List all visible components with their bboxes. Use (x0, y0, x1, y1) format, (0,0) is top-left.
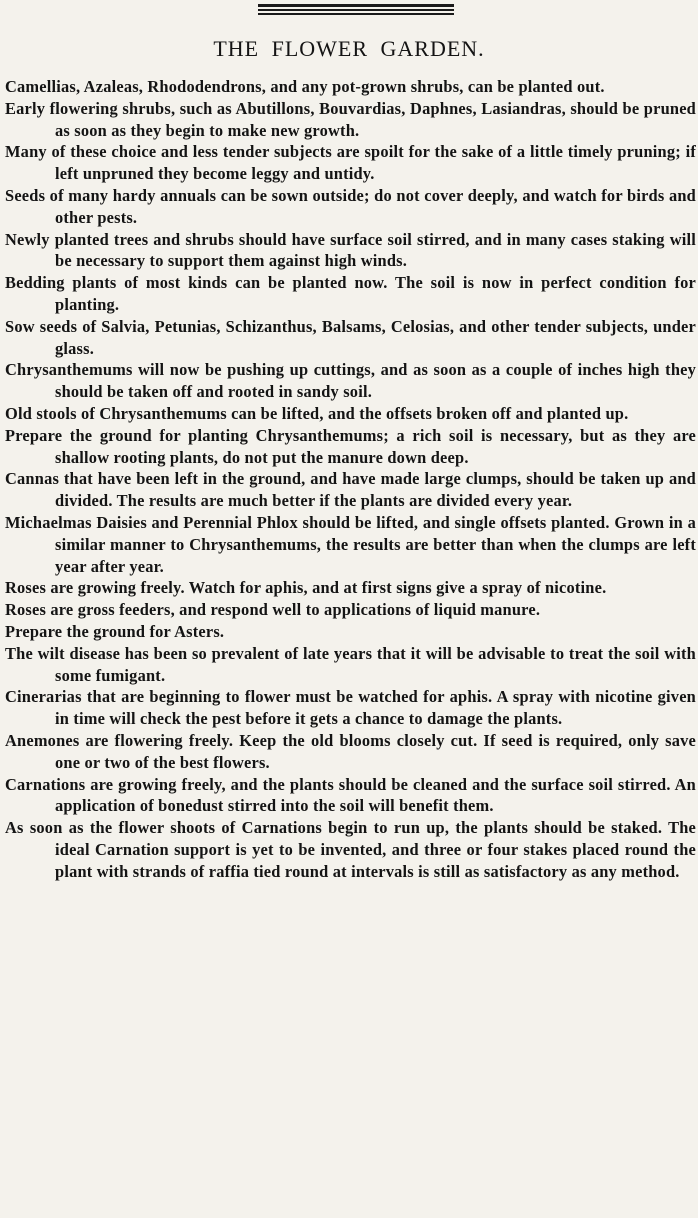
list-item: Sow seeds of Salvia, Petunias, Schizanthus, Balsams, Celosias, and other tender subjects, under glass. (5, 316, 696, 358)
header-rule-line (258, 4, 454, 7)
list-item: The wilt disease has been so prevalent of late years that it will be advisable to treat the soil with some fumigant. (5, 643, 696, 685)
list-item: Michaelmas Daisies and Perennial Phlox should be lifted, and single offsets planted. Grown in a similar manner to Chrysanthemums, the results are better than when the clumps are left year after year. (5, 512, 696, 576)
list-item: Cinerarias that are beginning to flower must be watched for aphis. A spray with nicotine given in time will check the pest before it gets a chance to damage the plants. (5, 687, 696, 729)
list-item: Prepare the ground for Asters. (5, 621, 225, 641)
list-item: Seeds of many hardy annuals can be sown outside; do not cover deeply, and watch for birds and other pests. (5, 185, 696, 227)
list-item: Cannas that have been left in the ground, and have made large clumps, should be taken up and divided. The results are much better if the plants are divided every year. (5, 469, 696, 511)
list-item: Old stools of Chrysanthemums can be lifted, and the offsets broken off and planted up. (5, 403, 629, 423)
list-item: Prepare the ground for planting Chrysanthemums; a rich soil is necessary, but as they are shallow rooting plants, do not put the manure down deep. (5, 425, 696, 467)
list-item: Early flowering shrubs, such as Abutillons, Bouvardias, Daphnes, Lasiandras, should be pruned as soon as they begin to make new growth. (5, 98, 696, 140)
garden-notes-list (5, 76, 696, 882)
header-rule (258, 4, 454, 17)
list-item: Chrysanthemums will now be pushing up cuttings, and as soon as a couple of inches high they should be taken off and rooted in sandy soil. (5, 360, 696, 402)
header-rule-line (258, 13, 454, 15)
list-item: Anemones are flowering freely. Keep the old blooms closely cut. If seed is required, only save one or two of the best flowers. (5, 730, 696, 772)
list-item: Many of these choice and less tender subjects are spoilt for the sake of a little timely pruning; if left unpruned they become leggy and untidy. (5, 142, 696, 184)
list-item: Carnations are growing freely, and the plants should be cleaned and the surface soil stirred. An application of bonedust stirred into the soil will benefit them. (5, 774, 696, 816)
list-item: Roses are growing freely. Watch for aphis, and at first signs give a spray of nicotine. (5, 578, 607, 598)
page-title: THE FLOWER GARDEN. (213, 36, 485, 61)
list-item: Roses are gross feeders, and respond well to applications of liquid manure. (5, 600, 541, 620)
list-item: As soon as the flower shoots of Carnations begin to run up, the plants should be staked. The ideal Carnation support is yet to be invented, and three or four stakes placed round the plant with strands of raffia tied round at intervals is still as satisfactory as any method. (5, 818, 696, 881)
list-item: Newly planted trees and shrubs should have surface soil stirred, and in many cases staking will be necessary to support them against high winds. (5, 229, 696, 271)
list-item: Camellias, Azaleas, Rhododendrons, and any pot-grown shrubs, can be planted out. (5, 77, 605, 96)
header-rule-line (258, 9, 454, 11)
list-item: Bedding plants of most kinds can be planted now. The soil is now in perfect condition for planting. (5, 273, 696, 314)
